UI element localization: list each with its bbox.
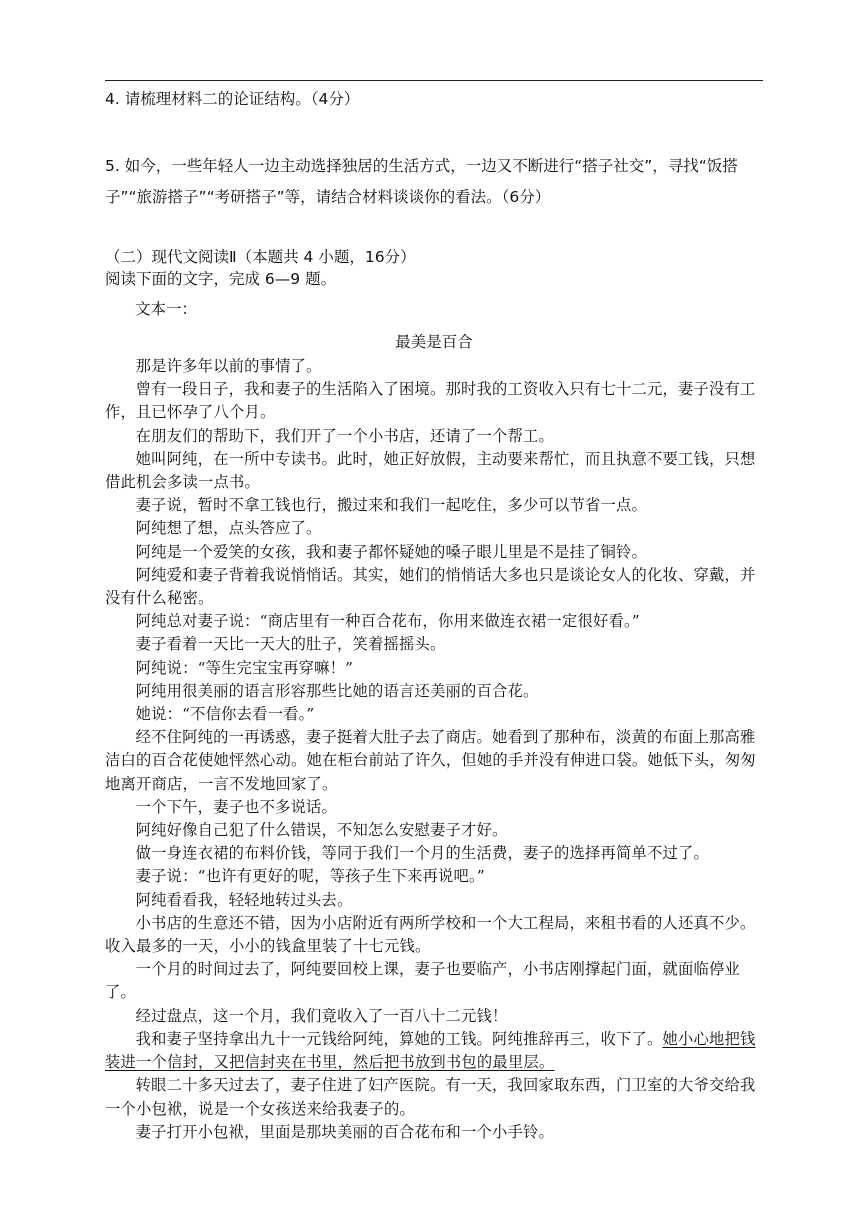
section-heading: （二）现代文阅读Ⅱ（本题共 4 小题，16分） bbox=[105, 248, 416, 266]
plain-sentence: 我和妻子坚持拿出九十一元钱给阿纯，算她的工钱。阿纯推辞再三，收下了。 bbox=[135, 1029, 663, 1048]
story-paragraph: 经过盘点，这一个月，我们竟收入了一百八十二元钱！ bbox=[135, 1006, 508, 1025]
story-paragraph-underlined bbox=[105, 1028, 770, 1074]
question-5-line-1: 5. 如今，一些年轻人一边主动选择独居的生活方式，一边又不断进行“搭子社交”，寻找“饭搭 bbox=[105, 157, 738, 175]
story-paragraph: 经不住阿纯的一再诱惑，妻子挺着大肚子去了商店。她看到了那种布，淡黄的布面上那高雅洁白的百合花使她怦然心动。她在柜台前站了许久，但她的手并没有伸进口袋。她低下头，匆匆地离开商店，一言不发地回家了。 bbox=[105, 728, 756, 793]
story-paragraph: 小书店的生意还不错，因为小店附近有两所学校和一个大工程局，来租书看的人还真不少。收入最多的一天，小小的钱盒里装了十七元钱。 bbox=[105, 913, 756, 956]
story-paragraph: 妻子打开小包袱，里面是那块美丽的百合花布和一个小手铃。 bbox=[135, 1122, 555, 1141]
story-paragraph: 妻子说，暂时不拿工钱也行，搬过来和我们一起吃住，多少可以节省一点。 bbox=[135, 496, 647, 515]
story-paragraph: 她叫阿纯，在一所中专读书。此时，她正好放假，主动要来帮忙，而且执意不要工钱，只想借此机会多读一点书。 bbox=[105, 449, 756, 492]
story-title: 最美是百合 bbox=[395, 333, 473, 351]
story-paragraph: 做一身连衣裙的布料价钱，等同于我们一个月的生活费，妻子的选择再简单不过了。 bbox=[135, 844, 709, 863]
story-paragraph: 阿纯是一个爱笑的女孩，我和妻子都怀疑她的嗓子眼儿里是不是挂了铜铃。 bbox=[135, 542, 647, 561]
question-5 bbox=[105, 151, 770, 213]
story-paragraph: 曾有一段日子，我和妻子的生活陷入了困境。那时我的工资收入只有七十二元，妻子没有工作，且已怀孕了八个月。 bbox=[105, 380, 756, 422]
story-paragraph: 阿纯看看我，轻轻地转过头去。 bbox=[135, 890, 353, 909]
underlined-sentence: 她小心地把钱装进一个信封，又把信封夹在书里，然后把书放到书包的最里层。 bbox=[105, 1029, 756, 1072]
story-paragraph: 阿纯用很美丽的语言形容那些比她的语言还美丽的百合花。 bbox=[135, 681, 539, 700]
story-paragraph: 阿纯说：“等生完宝宝再穿嘛！” bbox=[135, 658, 354, 677]
story-body bbox=[105, 355, 770, 1144]
story-paragraph: 一个月的时间过去了，阿纯要回校上课，妻子也要临产，小书店刚撑起门面，就面临停业了。 bbox=[105, 960, 740, 1002]
story-paragraph: 妻子看着一天比一天大的肚子，笑着摇摇头。 bbox=[135, 635, 446, 654]
story-paragraph: 阿纯总对妻子说：“商店里有一种百合花布，你用来做连衣裙一定很好看。” bbox=[135, 612, 640, 631]
section-instruction: 阅读下面的文字，完成 6—9 题。 bbox=[105, 270, 337, 288]
story-paragraph: 妻子说：“也许有更好的呢，等孩子生下来再说吧。” bbox=[135, 867, 485, 886]
question-5-line-2: 子”“旅游搭子”“考研搭子”等，请结合材料谈谈你的看法。（6分） bbox=[105, 188, 551, 206]
story-paragraph: 转眼二十多天过去了，妻子住进了妇产医院。有一天，我回家取东西，门卫室的大爷交给我一个小包袱，说是一个女孩送来给我妻子的。 bbox=[105, 1076, 756, 1118]
story-paragraph: 阿纯好像自己犯了什么错误，不知怎么安慰妻子才好。 bbox=[135, 821, 508, 840]
story-paragraph: 那是许多年以前的事情了。 bbox=[135, 357, 322, 375]
text-label: 文本一： bbox=[135, 300, 198, 318]
story-paragraph: 在朋友们的帮助下，我们开了一个小书店，还请了一个帮工。 bbox=[135, 426, 555, 445]
story-paragraph: 阿纯爱和妻子背着我说悄悄话。其实，她们的悄悄话大多也只是谈论女人的化妆、穿戴，并没有什么秘密。 bbox=[105, 565, 756, 608]
story-paragraph: 阿纯想了想，点头答应了。 bbox=[135, 519, 322, 538]
question-4: 4. 请梳理材料二的论证结构。（4分） bbox=[105, 90, 360, 108]
story-paragraph: 她说：“不信你去看一看。” bbox=[135, 705, 315, 724]
story-paragraph: 一个下午，妻子也不多说话。 bbox=[135, 797, 338, 816]
top-rule bbox=[105, 80, 763, 81]
